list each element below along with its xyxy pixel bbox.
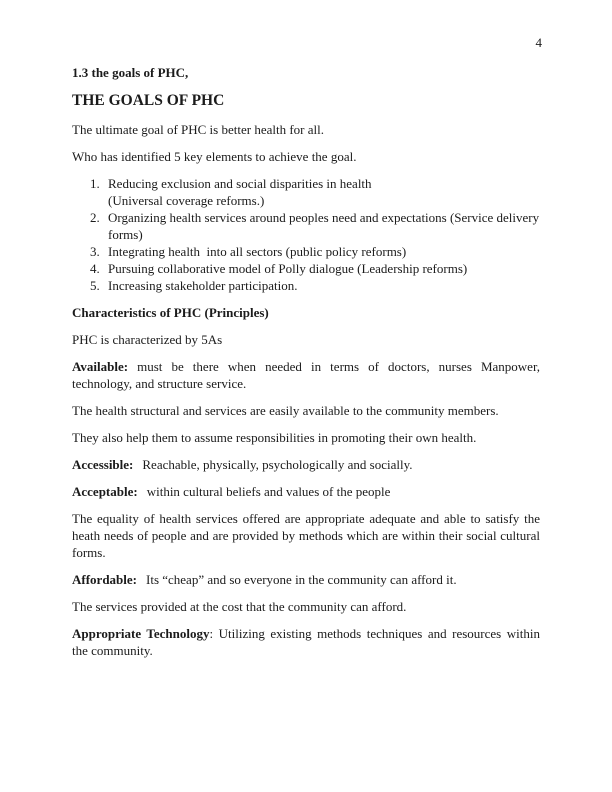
paragraph-5as: PHC is characterized by 5As bbox=[72, 332, 223, 347]
list-item-2 bbox=[72, 209, 540, 243]
paragraph-affordable bbox=[72, 571, 540, 588]
term-label-available: Available: bbox=[72, 359, 129, 374]
characteristics-heading: Characteristics of PHC (Principles) bbox=[72, 305, 269, 320]
list-item-marker: 5. bbox=[90, 278, 100, 293]
paragraph-appropriate-technology bbox=[72, 625, 540, 659]
list-item-4 bbox=[72, 260, 540, 277]
paragraph-available bbox=[72, 358, 540, 392]
paragraph-structural: The health structural and services are easily available to the community members. bbox=[72, 403, 499, 418]
paragraph-acceptable bbox=[72, 483, 540, 500]
paragraph-who-elements: Who has identified 5 key elements to achieve the goal. bbox=[72, 149, 357, 164]
list-item-text: Integrating health into all sectors (public policy reforms) bbox=[108, 244, 407, 259]
list-item-marker: 2. bbox=[90, 210, 100, 225]
paragraph-ultimate-goal: The ultimate goal of PHC is better health for all. bbox=[72, 122, 324, 137]
paragraph-accessible bbox=[72, 456, 540, 473]
term-text-accessible: Reachable, physically, psychologically and socially. bbox=[142, 457, 413, 472]
list-item-5 bbox=[72, 277, 540, 294]
list-item-marker: 1. bbox=[90, 176, 100, 191]
term-label-accessible: Accessible: bbox=[72, 457, 134, 472]
term-label-affordable: Affordable: bbox=[72, 572, 137, 587]
list-item-text: Reducing exclusion and social disparities in health (Universal coverage reforms.) bbox=[108, 176, 372, 208]
paragraph-equality: The equality of health services offered are appropriate adequate and able to satisfy the heath needs of people and are provided by methods which are within their social cultural forms. bbox=[72, 511, 540, 560]
term-text-affordable: Its “cheap” and so everyone in the community can afford it. bbox=[146, 572, 457, 587]
term-label-acceptable: Acceptable: bbox=[72, 484, 138, 499]
page-content bbox=[72, 64, 540, 669]
term-text-appropriate-technology: : Utilizing existing methods techniques and resources within the community. bbox=[72, 626, 540, 658]
list-item-text: Pursuing collaborative model of Polly dialogue (Leadership reforms) bbox=[108, 261, 468, 276]
page-number: 4 bbox=[535, 35, 542, 50]
term-label-appropriate-technology: Appropriate Technology bbox=[72, 626, 210, 641]
term-text-acceptable: within cultural beliefs and values of the people bbox=[146, 484, 391, 499]
list-item-marker: 4. bbox=[90, 261, 100, 276]
paragraph-services-cost: The services provided at the cost that the community can afford. bbox=[72, 599, 407, 614]
section-heading: 1.3 the goals of PHC, bbox=[72, 65, 189, 80]
list-item-text: Organizing health services around peoples need and expectations (Service delivery forms) bbox=[108, 210, 540, 242]
list-item-marker: 3. bbox=[90, 244, 100, 259]
key-elements-list bbox=[72, 175, 540, 294]
list-item-3 bbox=[72, 243, 540, 260]
list-item-1 bbox=[72, 175, 540, 209]
document-title: THE GOALS OF PHC bbox=[72, 92, 225, 109]
paragraph-responsibilities: They also help them to assume responsibilities in promoting their own health. bbox=[72, 430, 477, 445]
list-item-text: Increasing stakeholder participation. bbox=[108, 278, 298, 293]
term-text-available: must be there when needed in terms of doctors, nurses Manpower, technology, and structure service. bbox=[72, 359, 540, 391]
